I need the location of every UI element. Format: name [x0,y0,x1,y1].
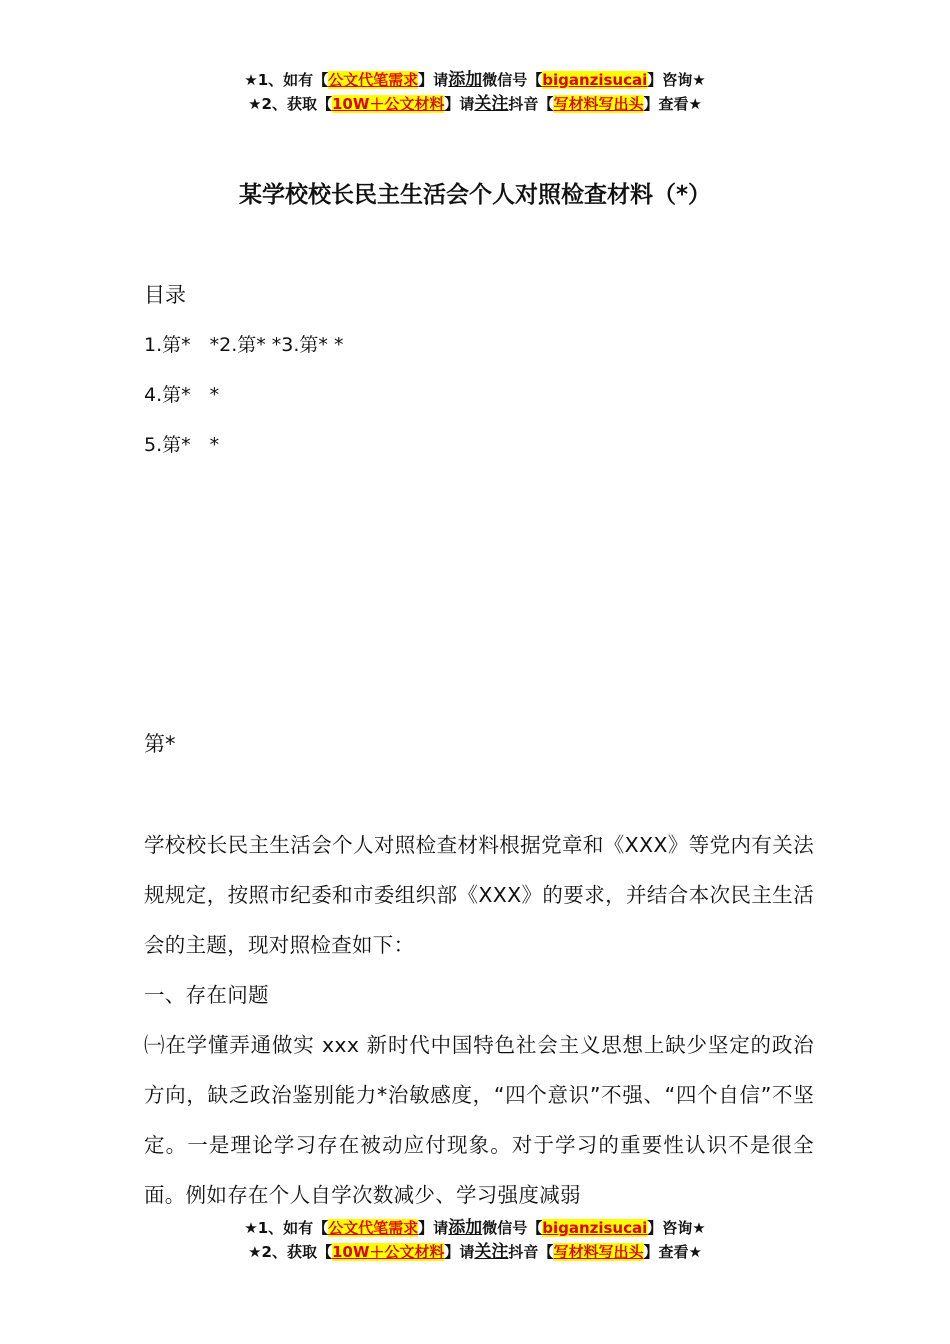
paragraph: ㈠在学懂弄通做实 xxx 新时代中国特色社会主义思想上缺少坚定的政治方向，缺乏政治鉴别能力*治敏感度，“四个意识”不强、“四个自信”不坚定。一是理论学习存在被动应付现象。对于学习的重要性认识不是很全面。例如存在个人自学次数减少、学习强度减弱 [144,1033,814,1207]
toc-heading: 目录 [144,283,186,307]
banner-text: 抖音【 [508,1243,554,1261]
banner-text: 】查看★ [643,1243,702,1261]
banner-text: ★2、获取【 [248,1243,332,1261]
toc-line: 5.第* * [144,434,220,456]
banner-text: 】咨询★ [647,1219,706,1237]
toc-line: 4.第* * [144,384,220,406]
toc-line: 1.第* *2.第* *3.第* * [144,334,344,356]
body-text [144,820,814,1220]
banner-text: ★2、获取【 [248,95,332,113]
banner-underline: 关注 [474,94,509,114]
banner-highlight: 公文代笔需求 [328,1219,419,1237]
banner-highlight: biganzisucai [542,71,648,89]
banner-highlight: biganzisucai [542,1219,648,1237]
banner-highlight: 写材料写出头 [553,1243,644,1261]
banner-text: 】请 [444,1243,475,1261]
document-title: 某学校校长民主生活会个人对照检查材料（*） [238,182,712,208]
paragraph: 学校校长民主生活会个人对照检查材料根据党章和《XXX》等党内有关法规规定，按照市纪委和市委组织部《XXX》的要求，并结合本次民主生活会的主题，现对照检查如下： [144,833,814,957]
banner-highlight: 10W＋公文材料 [331,95,445,113]
banner-text: 】查看★ [643,95,702,113]
banner-text: 微信号【 [482,1219,543,1237]
banner-highlight: 写材料写出头 [553,95,644,113]
banner-underline: 添加 [448,70,483,90]
footer-banner [0,1216,950,1264]
banner-text: ★1、如有【 [244,1219,329,1237]
banner-underline: 添加 [448,1218,483,1238]
banner-text: 】请 [418,71,449,89]
paragraph-heading: 一、存在问题 [144,983,269,1007]
banner-text: ★1、如有【 [244,71,329,89]
header-banner [0,68,950,116]
banner-text: 微信号【 [482,71,543,89]
banner-line-2 [0,1240,950,1264]
section-heading: 第* [144,732,176,756]
banner-text: 】请 [444,95,475,113]
banner-line-1 [0,1216,950,1240]
banner-highlight: 公文代笔需求 [328,71,419,89]
table-of-contents [144,280,814,460]
banner-text: 】请 [418,1219,449,1237]
banner-highlight: 10W＋公文材料 [331,1243,445,1261]
banner-text: 抖音【 [508,95,554,113]
banner-line-2 [0,92,950,116]
banner-underline: 关注 [474,1242,509,1262]
banner-text: 】咨询★ [647,71,706,89]
banner-line-1 [0,68,950,92]
